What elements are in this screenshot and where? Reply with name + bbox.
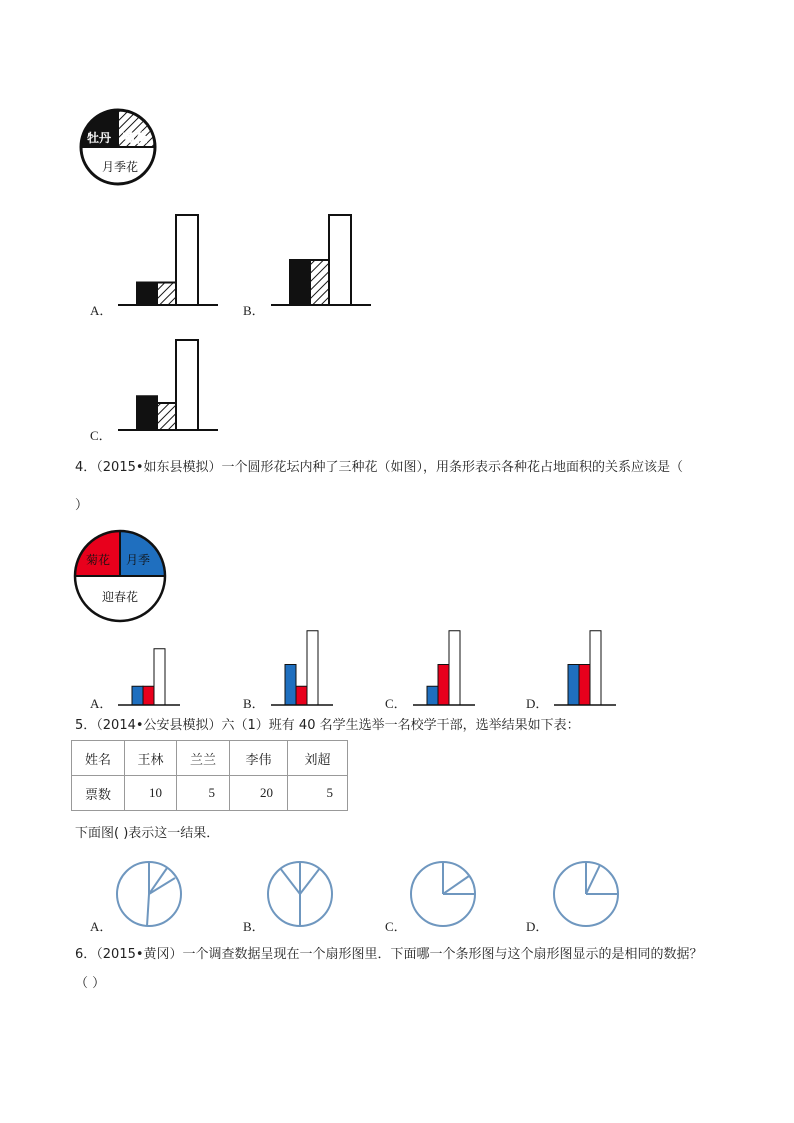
bar-牡丹 <box>137 396 157 430</box>
q3-pie-label-mudan: 牡丹 <box>87 131 112 145</box>
table-header-cell: 李伟 <box>230 741 288 776</box>
table-cell: 5 <box>288 776 348 811</box>
q4-option-d-label: D． <box>526 696 549 711</box>
q5-option-c-pie <box>409 860 477 928</box>
bar-迎春花 <box>307 631 318 705</box>
bar-月季花 <box>176 215 198 305</box>
table-cell: 10 <box>125 776 177 811</box>
q5-option-b-pie <box>266 860 334 928</box>
q6-answer-blank: （ ） <box>75 976 106 991</box>
table-header-cell: 兰兰 <box>177 741 230 776</box>
bar-菊花 <box>438 665 449 706</box>
q6-question-text: 6．（2015•黄冈）一个调查数据呈现在一个扇形图里．下面哪一个条形图与这个扇形图显示的是相同的数据？ <box>75 947 703 962</box>
bar-菊花 <box>310 260 329 305</box>
q5-option-a-pie <box>115 860 183 928</box>
bar-菊花 <box>157 283 176 306</box>
table-cell: 20 <box>230 776 288 811</box>
q3-option-b-label: B． <box>243 303 265 318</box>
table-header-cell: 姓名 <box>72 741 125 776</box>
table-row-label: 票数 <box>72 776 125 811</box>
bar-菊花 <box>157 403 176 430</box>
table-header-cell: 刘超 <box>288 741 348 776</box>
q5-option-d-label: D． <box>526 919 549 934</box>
bar-牡丹 <box>137 283 157 306</box>
bar-月季花 <box>176 340 198 430</box>
q4-option-c-chart <box>413 628 493 708</box>
table-cell: 5 <box>177 776 230 811</box>
bar-迎春花 <box>154 649 165 705</box>
q3-pie-label-juhua: 菊花 <box>123 131 148 145</box>
q3-option-c-label: C． <box>90 428 112 443</box>
table-row <box>72 776 348 811</box>
bar-月季 <box>285 665 296 706</box>
q4-pie-label-juhua: 菊花 <box>86 553 111 567</box>
bar-月季花 <box>329 215 351 305</box>
q5-question-text: 5．（2014•公安县模拟）六（1）班有 40 名学生选举一名校学干部，选举结果如下表： <box>75 718 580 733</box>
q4-option-b-chart <box>271 628 351 708</box>
q3-option-c-chart <box>118 335 218 435</box>
q5-option-d-pie <box>552 860 620 928</box>
q5-option-a-label: A． <box>90 919 113 934</box>
table-row <box>72 741 348 776</box>
q5-option-c-label: C． <box>385 919 407 934</box>
q4-pie-label-yueji: 月季 <box>126 553 151 567</box>
bar-月季 <box>132 686 143 705</box>
q5-option-b-label: B． <box>243 919 265 934</box>
q3-pie-label-yuejihua: 月季花 <box>102 160 139 174</box>
bar-菊花 <box>296 686 307 705</box>
q3-pie-chart <box>75 104 161 190</box>
bar-迎春花 <box>590 631 601 705</box>
table-header-cell: 王林 <box>125 741 177 776</box>
q3-option-a-chart <box>118 210 218 310</box>
bar-月季 <box>427 686 438 705</box>
q4-option-d-chart <box>554 628 634 708</box>
q5-vote-table <box>71 740 348 811</box>
q3-option-b-chart <box>271 210 371 310</box>
q4-question-text: 4．（2015•如东县模拟）一个圆形花坛内种了三种花（如图），用条形表示各种花占地面积的关系应该是（ <box>75 460 684 475</box>
q3-option-a-label: A． <box>90 303 113 318</box>
q4-option-b-label: B． <box>243 696 265 711</box>
bar-牡丹 <box>290 260 310 305</box>
bar-菊花 <box>143 686 154 705</box>
q4-question-text-end: ） <box>75 498 89 513</box>
bar-迎春花 <box>449 631 460 705</box>
q4-pie-label-yingchunhua: 迎春花 <box>102 590 139 604</box>
bar-月季 <box>568 665 579 706</box>
q4-option-a-label: A． <box>90 696 113 711</box>
bar-菊花 <box>579 665 590 706</box>
q4-pie-chart <box>72 528 168 624</box>
q5-prompt: 下面图( )表示这一结果． <box>75 826 220 841</box>
q4-option-c-label: C． <box>385 696 407 711</box>
q4-option-a-chart <box>118 628 198 708</box>
